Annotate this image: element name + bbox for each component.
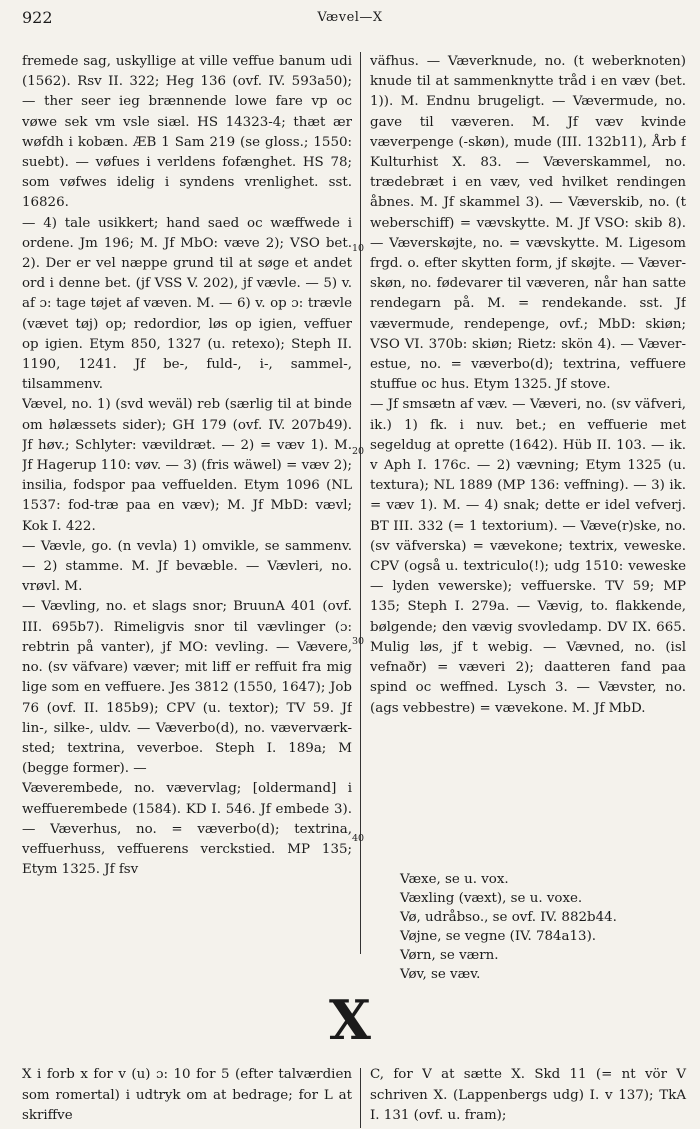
cross-reference: Vøjne, se vegne (IV. 784a13). [400,929,597,944]
cross-reference: Vøv, se væv. [400,967,481,982]
page-number: 922 [22,8,53,27]
line-number: 10 [352,243,365,254]
cross-reference: Vø, udråbso., se ovf. IV. 882b44. [400,910,617,925]
right-column [370,52,686,870]
cross-reference-list [400,870,690,984]
section-letter: X [329,988,371,1052]
entry-paragraph: Væverembede, no. vævervlag; [oldermand] i weffuerembede (1584). KD I. 546. Jf embede 3). — Væverhus, no. = væverbo(d); textrina, veffuerhuss, veffuerens verckstied. MP 135; Etym 1325. Jf fsv [22,781,352,878]
column-divider [360,52,361,954]
line-number: 40 [352,833,365,844]
line-number: 30 [352,636,365,647]
left-column [22,52,352,957]
cross-reference: Væxling (væxt), se u. voxe. [400,891,583,906]
line-number: 20 [352,446,365,457]
page-header [0,8,700,30]
entry-paragraph: — Jf smsætn af væv. — Væveri, no. (sv väfveri, ik.) 1) fk. i nuv. bet.; en veffuerie met segeldug at oprette (1642). Hüb II. 103. — ik. v Aph I. 176c. — 2) vævning; Etym 1325 (u. textura); NL 1889 (MP 136: veffning). — 3) ik. = væv 1). M. — 4) snak; dette er idel vefverj. BT III. 332 (= 1 textorium). — Væve(r)ske, no. (sv väfverska) = vævekone; textrix, veweske. CPV (også u. textriculo(!); udg 1510: veweske — lyden vewerske); veffuerske. TV 59; MP 135; Steph I. 279a. — Vævig, to. flakkende, bølgende; den vævig svovledamp. DV IX. 665. Mulig løs, jf t webig. — Vævned, no. (isl vefnaðr) = væveri 2); daatteren fand paa spind oc weffned. Lysch 3. — Vævster, no. (ags vebbestre) = vævekone. M. Jf MbD. [370,397,686,716]
column-divider [360,1068,361,1128]
entry-paragraph: Vævel, no. 1) (svd weväl) reb (særlig til at binde om hølæssets sider); GH 179 (ovf. IV. 207b49). Jf høv.; Schlyter: vævildræt. — 2) = væv 1). M. Jf Hagerup 110: vøv. — 3) (fris wäwel) = væv 2); insilia, fodspor paa veffuelden. Etym 1096 (NL 1537: fod-træ paa en væv); M. Jf MbD: vævl; Kok I. 422. [22,397,352,534]
cross-reference: Vørn, se værn. [400,948,499,963]
bottom-left-text: X i forb x for v (u) ɔ: 10 for 5 (efter talværdien som romertal) i udtryk om at bedrage; for L at skriffve [22,1067,352,1123]
bottom-right-text: C, for V at sætte X. Skd 11 (= nt vör V schriven X. (Lappenbergs udg) I. v 137); TkA I. 131 (ovf. u. fram); [370,1067,686,1123]
entry-paragraph: — 4) tale usikkert; hand saed oc wæffwede i ordene. Jm 196; M. Jf MbO: væve 2); VSO bet. 2). Der er vel næppe grund til at søge et andet ord i denne bet. (jf VSS V. 202), jf vævle. — 5) v. af ɔ: tage tøjet af væven. M. — 6) v. op ɔ: trævle (vævet tøj) op; redordior, løs op igien, veffuer op igien. Etym 850, 1327 (u. retexo); Steph II. 1190, 1241. Jf be-, fuld-, i-, sammel-, tilsammenv. [22,215,352,393]
entry-paragraph: — Vævle, go. (n vevla) 1) omvikle, se sammenv. — 2) stamme. M. Jf bevæble. — Vævleri, no. vrøvl. M. [22,538,352,595]
running-head: Vævel—X [317,10,383,25]
entry-paragraph: fremede sag, uskyllige at ville veffue banum udi (1562). Rsv II. 322; Heg 136 (ovf. IV. 593a50); — ther seer ieg brænnende lowe farе vp oc vøwe sek vm vsle siæl. HS 14323-4; thæt ær wøfdh i kobæn. ÆB 1 Sam 219 (se gloss.; 1550: suebt). — vøfues i verldens fofænghet. HS 78; som vøfwes idelig i syndens vrenlighet. sst. 16826. [22,54,352,211]
entry-paragraph: väfhus. — Væverknude, no. (t weberknoten) knude til at sammenknytte tråd i en væv (bet. 1)). M. Endnu brugeligt. — Vævermude, no. gave til væveren. M. Jf væv kvinde væverpenge (-skøn), mude (III. 132b11), Årb f Kulturhist X. 83. — Væverskammel, no. trædebræt i en væv, ved hvilket rendingen åbnes. M. Jf skammel 3). — Væverskib, no. (t weberschiff) = vævskytte. M. Jf VSO: skib 8). — Væverskøjte, no. = vævskytte. M. Ligesom frgd. o. efter skytten form, jf skøjte. — Væverskøn, no. fødevarer til væveren, når han satte rendegarn på. M. = rendekande. sst. Jf vævermude, rendepenge, ovf.; MbD: skiøn; VSO VI. 370b: skiøn; Rietz: skön 4). — Væverestue, no. = væverbo(d); textrina, veffuere stuffue oc hus. Etym 1325. Jf stove. [370,54,686,393]
cross-reference: Væxe, se u. vox. [400,872,509,887]
entry-paragraph: — Vævling, no. et slags snor; BruunA 401 (ovf. III. 695b7). Rimeligvis snor til vævlinger (ɔ: rebtrin på vanter), jf MO: vevling. — Vævere, no. (sv väfvare) væver; mit liff er reffuit fra mig lige som en veffuere. Jes 3812 (1550, 1647); Job 76 (ovf. II. 185b9); CPV (u. textor); TV 59. Jf lin-, silke-, uldv. — Væverbo(d), no. væverværksted; textrina, veverboe. Steph I. 189a; M (begge former). — [22,599,352,777]
